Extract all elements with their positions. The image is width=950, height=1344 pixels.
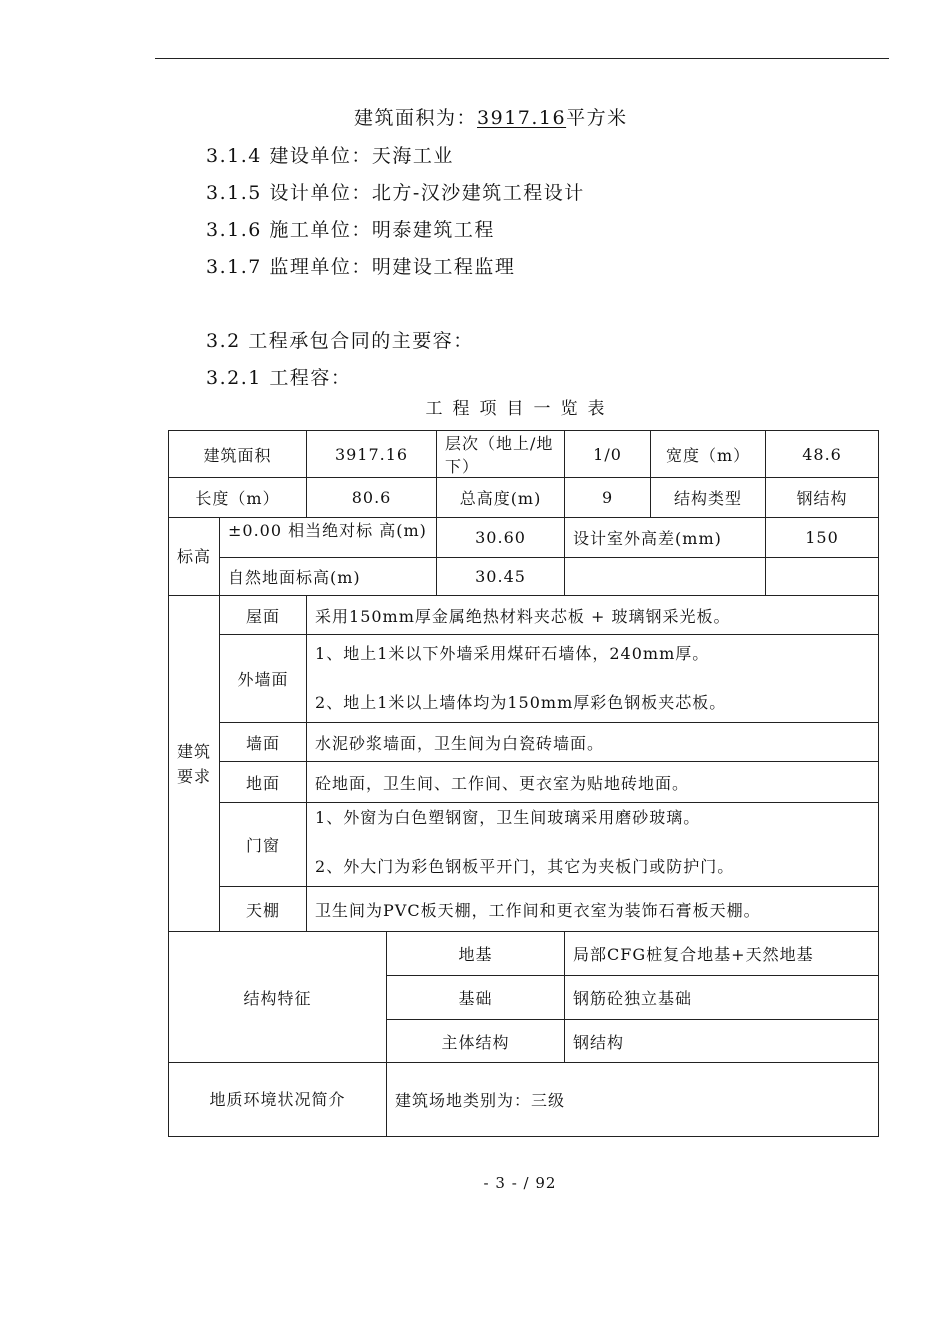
- width-value: 48.6: [766, 431, 879, 478]
- floor-label: 地面: [220, 762, 307, 803]
- struct-type-label: 结构类型: [651, 478, 766, 518]
- wall-label: 墙面: [220, 723, 307, 762]
- door-window-text: [307, 803, 879, 887]
- supervision-unit-line: 3.1.7 监理单位：明建设工程监理: [206, 256, 516, 278]
- project-table: [168, 430, 879, 1137]
- foundation-base-label: 地基: [387, 932, 565, 976]
- floors-value: 1/0: [565, 431, 651, 478]
- design-unit-line: 3.1.5 设计单位：北方-汉沙建筑工程设计: [206, 182, 585, 204]
- page-number: - 3 - / 92: [483, 1174, 557, 1192]
- exterior-wall-line-1: 1、地上1米以下外墙采用煤矸石墙体，240mm厚。: [315, 644, 710, 663]
- door-window-label: 门窗: [220, 803, 307, 887]
- exterior-wall-line-2: 2、地上1米以上墙体均为150mm厚彩色钢板夹芯板。: [315, 693, 727, 712]
- table-row: [169, 518, 879, 558]
- floor-text: 砼地面，卫生间、工作间、更衣室为贴地砖地面。: [307, 762, 879, 803]
- table-row: [169, 803, 879, 887]
- geology-text: 建筑场地类别为：三级: [387, 1063, 879, 1137]
- table-row: [169, 478, 879, 518]
- roof-label: 屋面: [220, 596, 307, 635]
- ceiling-text: 卫生间为PVC板天棚，工作间和更衣室为装饰石膏板天棚。: [307, 887, 879, 932]
- footing-label: 基础: [387, 976, 565, 1020]
- table-row: [169, 932, 879, 976]
- construction-unit-line: 3.1.4 建设单位：天海工业: [206, 145, 454, 167]
- table-row: [169, 762, 879, 803]
- area-label: 建筑面积: [169, 431, 307, 478]
- empty-cell: [766, 558, 879, 596]
- length-value: 80.6: [307, 478, 437, 518]
- subsection-heading: 3.2.1 工程容：: [206, 367, 352, 389]
- table-row: [169, 1063, 879, 1137]
- table-row: [169, 431, 879, 478]
- empty-cell: [565, 558, 766, 596]
- geology-label: 地质环境状况简介: [169, 1063, 387, 1137]
- length-label: 长度（m）: [169, 478, 307, 518]
- door-window-line-2: 2、外大门为彩色钢板平开门，其它为夹板门或防护门。: [315, 857, 735, 876]
- footing-text: 钢筋砼独立基础: [565, 976, 879, 1020]
- wall-text: 水泥砂浆墙面，卫生间为白瓷砖墙面。: [307, 723, 879, 762]
- natural-ground-label: 自然地面标高(m): [220, 558, 437, 596]
- area-line: 建筑面积为：3917.16平方米: [354, 107, 628, 129]
- exterior-wall-label: 外墙面: [220, 635, 307, 723]
- height-value: 9: [565, 478, 651, 518]
- absolute-elevation-value: 30.60: [437, 518, 565, 558]
- table-row: [169, 723, 879, 762]
- exterior-wall-text: [307, 635, 879, 723]
- structure-group-label: 结构特征: [169, 932, 387, 1063]
- elevation-group-label: 标高: [169, 518, 220, 596]
- door-window-line-1: 1、外窗为白色塑钢窗，卫生间玻璃采用磨砂玻璃。: [315, 808, 701, 827]
- table-row: [169, 596, 879, 635]
- floors-label: 层次（地上/地下）: [437, 431, 565, 478]
- building-group-label: 建筑要求: [169, 596, 220, 932]
- table-row: [169, 887, 879, 932]
- absolute-elevation-label: ±0.00 相当绝对标 高(m): [220, 518, 437, 558]
- header-rule: [155, 58, 889, 59]
- area-value: 3917.16: [307, 431, 437, 478]
- table-row: [169, 635, 879, 723]
- main-structure-label: 主体结构: [387, 1020, 565, 1063]
- outdoor-height-diff-value: 150: [766, 518, 879, 558]
- roof-text: 采用150mm厚金属绝热材料夹芯板 + 玻璃钢采光板。: [307, 596, 879, 635]
- natural-ground-value: 30.45: [437, 558, 565, 596]
- main-structure-text: 钢结构: [565, 1020, 879, 1063]
- struct-type-value: 钢结构: [766, 478, 879, 518]
- height-label: 总高度(m): [437, 478, 565, 518]
- width-label: 宽度（m）: [651, 431, 766, 478]
- area-value: 3917.16: [477, 107, 567, 129]
- foundation-base-text: 局部CFG桩复合地基+天然地基: [565, 932, 879, 976]
- builder-unit-line: 3.1.6 施工单位：明泰建筑工程: [206, 219, 495, 241]
- table-caption: 工程项目一览表: [425, 399, 615, 419]
- outdoor-height-diff-label: 设计室外高差(mm): [565, 518, 766, 558]
- section-heading: 3.2 工程承包合同的主要容：: [206, 330, 474, 352]
- ceiling-label: 天棚: [220, 887, 307, 932]
- table-row: [169, 558, 879, 596]
